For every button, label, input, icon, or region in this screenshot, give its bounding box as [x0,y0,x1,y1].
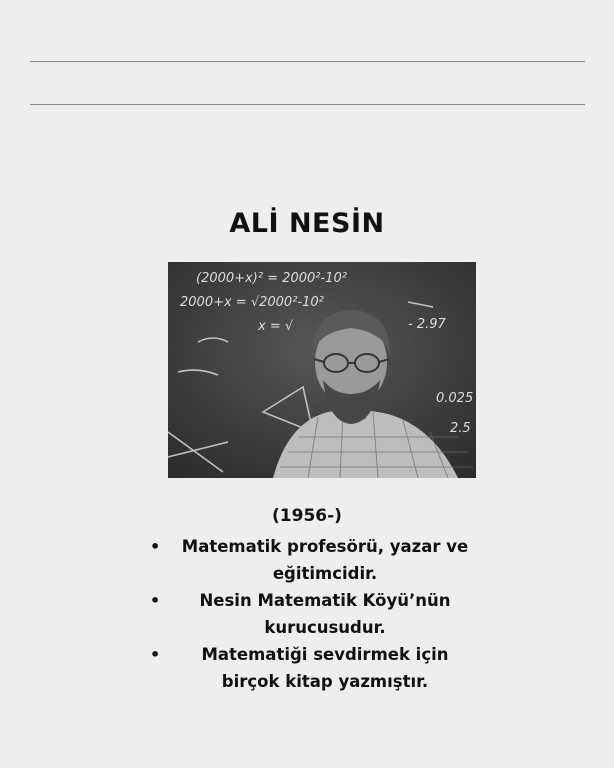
portrait-illustration [168,262,476,478]
fact-text: Matematiği sevdirmek için birçok kitap yazmıştır. [201,645,449,691]
list-item [150,587,480,641]
chalk-number-3: - 2.97 [408,317,446,332]
chalk-equation-2: 2000+x = √2000²-10² [180,295,324,310]
page-title: ALİ NESİN [229,208,385,239]
chalk-equation-1: (2000+x)² = 2000²-10² [196,271,347,286]
facts-list [150,533,480,695]
life-years: (1956-) [272,506,342,526]
top-divider [30,61,585,62]
second-divider [30,104,585,105]
bullet-icon: • [150,591,161,610]
list-item [150,533,480,587]
fact-text: Matematik profesörü, yazar ve eğitimcidir. [181,537,469,583]
chalk-number-2: 2.5 [450,421,471,436]
chalk-equation-3: x = √ [258,319,294,334]
chalk-number-1: 0.025 [436,391,474,406]
bullet-icon: • [150,645,161,664]
portrait-photo [168,262,476,478]
fact-text: Nesin Matematik Köyü’nün kurucusudur. [199,591,451,637]
list-item [150,641,480,695]
bullet-icon: • [150,537,161,556]
